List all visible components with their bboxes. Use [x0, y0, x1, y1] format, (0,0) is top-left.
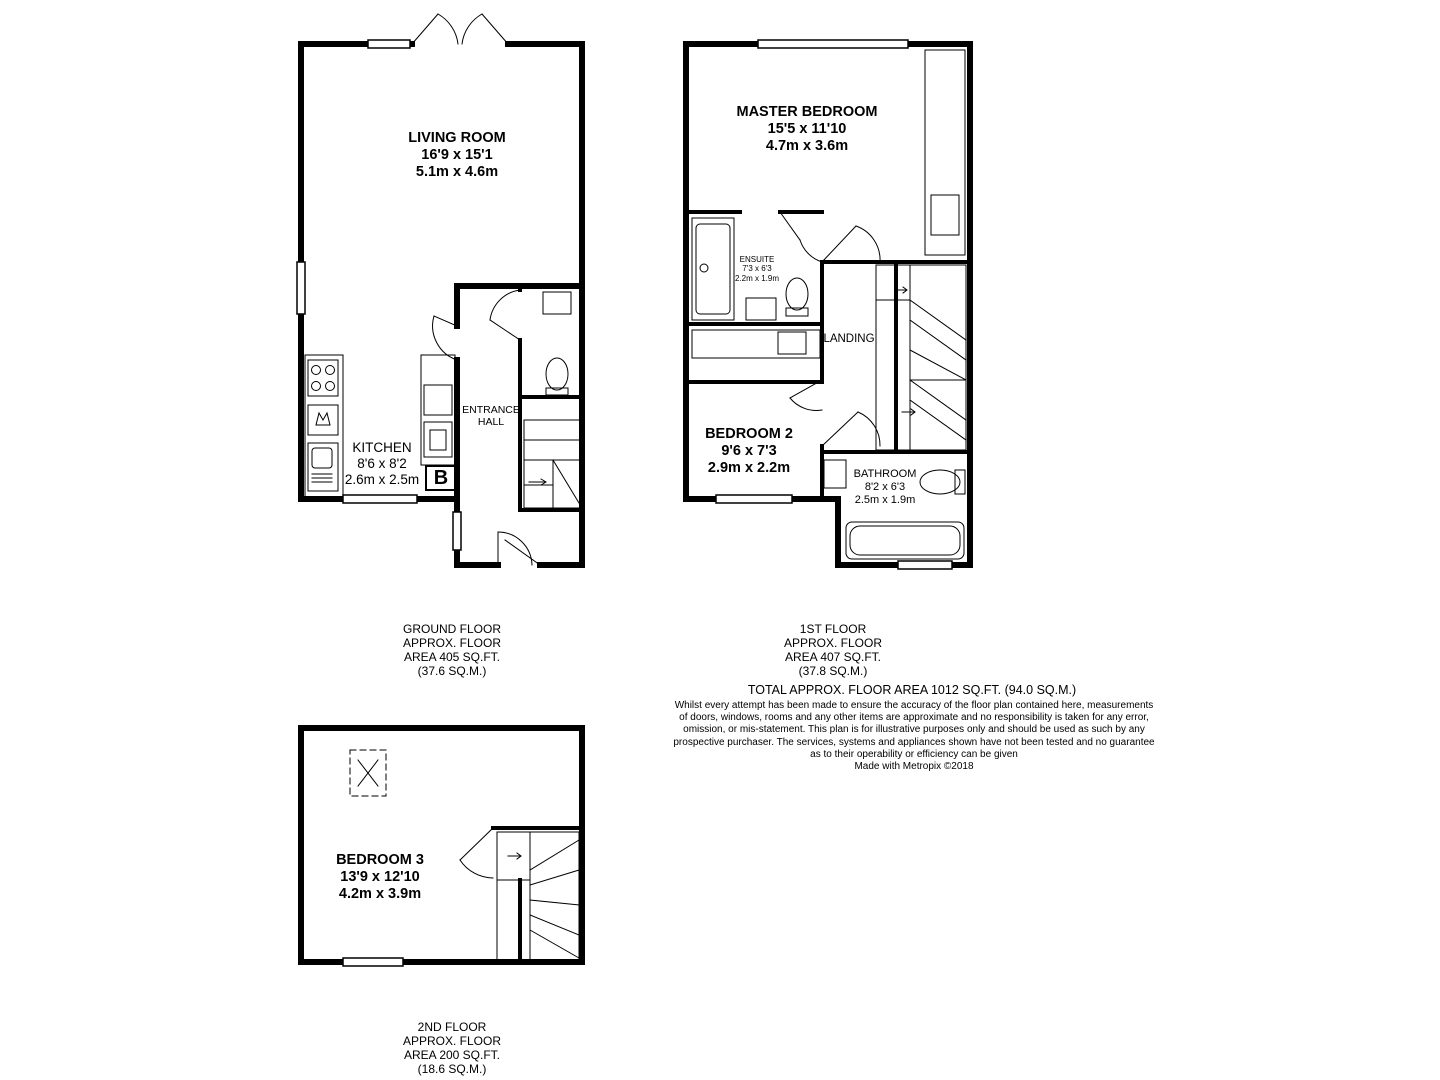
bedroom-3-label — [318, 852, 442, 903]
disclaimer-line3: omission, or mis-statement. This plan is for illustrative purposes only and should be used as such by any — [683, 724, 1145, 736]
disclaimer-line5: as to their operability or efficiency can be given — [810, 748, 1018, 760]
ground-caption-line2: APPROX. FLOOR — [402, 636, 502, 651]
hall-line2: HALL — [477, 416, 505, 429]
bathroom-imperial: 8'2 x 6'3 — [864, 480, 906, 493]
kitchen-imperial: 8'6 x 8'2 — [357, 455, 407, 471]
ground-caption-line4: (37.6 SQ.M.) — [417, 664, 487, 679]
ground-floor-inner-walls — [520, 286, 582, 510]
first-floor-stairs — [876, 265, 966, 450]
first-caption-line2: APPROX. FLOOR — [783, 636, 883, 651]
first-floor-caption — [748, 622, 918, 679]
bathroom-metric: 2.5m x 1.9m — [854, 493, 916, 506]
bedroom3-metric: 4.2m x 3.9m — [338, 886, 422, 903]
entrance-hall-label — [460, 404, 522, 429]
second-floor-stairs — [497, 832, 579, 960]
kitchen-name: KITCHEN — [352, 440, 412, 455]
ensuite-imperial: 7'3 x 6'3 — [742, 264, 772, 274]
living-room-metric: 5.1m x 4.6m — [415, 164, 499, 181]
second-caption-line2: APPROX. FLOOR — [402, 1034, 502, 1049]
second-floor-plan — [301, 728, 582, 966]
second-caption-line3: AREA 200 SQ.FT. — [403, 1048, 501, 1063]
second-floor-door — [460, 828, 493, 878]
bedroom3-imperial: 13'9 x 12'10 — [340, 869, 420, 886]
bedroom2-name: BEDROOM 2 — [705, 426, 793, 442]
bathroom-label — [844, 468, 926, 507]
second-caption-line4: (18.6 SQ.M.) — [417, 1062, 487, 1077]
disclaimer-line4: prospective purchaser. The services, systems and appliances shown have not been tested and no guarantee — [673, 736, 1155, 748]
ground-floor-caption — [368, 622, 536, 679]
living-room-name: LIVING ROOM — [408, 130, 506, 146]
second-floor-window — [343, 958, 403, 966]
bedroom2-metric: 2.9m x 2.2m — [707, 460, 791, 477]
french-doors — [412, 14, 508, 44]
ensuite-metric: 2.2m x 1.9m — [734, 273, 779, 283]
kitchen-metric: 2.6m x 2.5m — [344, 471, 420, 487]
first-floor-doors — [780, 212, 880, 446]
living-room-label — [372, 130, 542, 181]
disclaimer-line1: Whilst every attempt has been made to ensure the accuracy of the floor plan contained here, measurements — [674, 700, 1154, 711]
second-floor-inner-walls — [493, 828, 582, 962]
ground-caption-line3: AREA 405 SQ.FT. — [403, 650, 501, 665]
second-floor-caption — [368, 1020, 536, 1077]
first-caption-line3: AREA 407 SQ.FT. — [784, 650, 882, 665]
boiler-label: B — [425, 465, 457, 491]
master-imperial: 15'5 x 11'10 — [767, 121, 847, 138]
master-metric: 4.7m x 3.6m — [765, 138, 849, 155]
bathroom-name: BATHROOM — [853, 468, 917, 480]
second-caption-line1: 2ND FLOOR — [417, 1020, 487, 1034]
ground-stairs — [524, 420, 582, 508]
second-floor-walls — [301, 728, 582, 962]
living-room-imperial: 16'9 x 15'1 — [421, 147, 493, 164]
bedroom3-name: BEDROOM 3 — [336, 852, 424, 868]
ground-caption-line1: GROUND FLOOR — [402, 622, 501, 636]
ground-wc — [543, 292, 571, 395]
master-name: MASTER BEDROOM — [736, 104, 878, 120]
bedroom-2-label — [690, 426, 808, 477]
total-floor-area: TOTAL APPROX. FLOOR AREA 1012 SQ.FT. (94.0 SQ.M.) — [747, 683, 1077, 697]
bedroom2-imperial: 9'6 x 7'3 — [721, 443, 777, 460]
first-caption-line1: 1ST FLOOR — [799, 622, 867, 636]
skylight — [350, 750, 386, 796]
ensuite-label — [726, 255, 788, 283]
landing-label: LANDING — [823, 333, 875, 345]
first-caption-line4: (37.8 SQ.M.) — [798, 664, 868, 679]
master-bedroom-label — [712, 104, 902, 155]
ensuite-name: ENSUITE — [739, 255, 775, 264]
disclaimer-text — [636, 700, 1192, 773]
disclaimer-line6: Made with Metropix ©2018 — [854, 760, 974, 772]
disclaimer-line2: of doors, windows, rooms and any other items are approximate and no responsibility is taken for any error, — [679, 712, 1149, 724]
hall-line1: ENTRANCE — [462, 404, 520, 416]
kitchen-label — [334, 440, 430, 488]
